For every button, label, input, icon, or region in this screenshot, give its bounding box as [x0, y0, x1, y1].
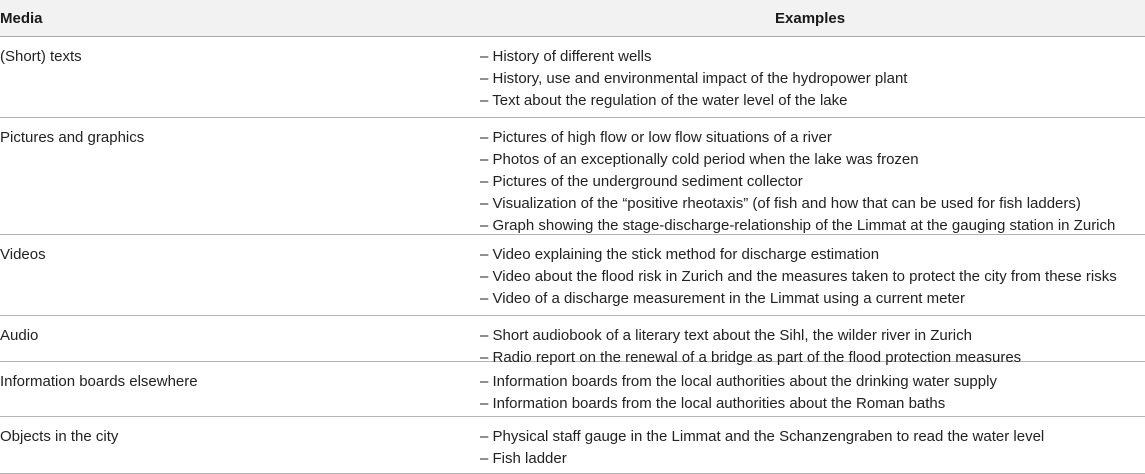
examples-list [480, 46, 907, 112]
table-row [0, 362, 1145, 417]
examples-list [480, 426, 1044, 470]
examples-list [480, 127, 1115, 237]
media-cell: Audio [0, 327, 39, 344]
table-header [0, 0, 1145, 37]
example-item: – Graph showing the stage-discharge-relationship of the Limmat at the gauging station in Zurich [480, 217, 1116, 234]
example-item: – Physical staff gauge in the Limmat and the Schanzengraben to read the water level [480, 428, 1045, 445]
column-header-media: Media [0, 10, 43, 27]
example-item: – History, use and environmental impact of the hydropower plant [480, 70, 908, 87]
example-item: – Visualization of the “positive rheotaxis” (of fish and how that can be used for fish ladders) [480, 195, 1081, 212]
example-item: – Information boards from the local authorities about the drinking water supply [480, 373, 997, 390]
example-item: – Fish ladder [480, 450, 567, 467]
example-item: – Photos of an exceptionally cold period when the lake was frozen [480, 151, 919, 168]
media-cell: Objects in the city [0, 428, 119, 445]
table-row [0, 235, 1145, 316]
example-item: – Video explaining the stick method for discharge estimation [480, 246, 880, 263]
examples-list [480, 244, 1117, 310]
example-item: – Pictures of high flow or low flow situations of a river [480, 129, 832, 146]
example-item: – Video of a discharge measurement in the Limmat using a current meter [480, 290, 965, 307]
media-cell: Pictures and graphics [0, 129, 145, 146]
examples-list [480, 371, 997, 415]
example-item: – Information boards from the local authorities about the Roman baths [480, 395, 946, 412]
table-row [0, 37, 1145, 118]
example-item: – Video about the flood risk in Zurich and the measures taken to protect the city from these risks [480, 268, 1117, 285]
example-item: – Pictures of the underground sediment collector [480, 173, 803, 190]
example-item: – Short audiobook of a literary text about the Sihl, the wilder river in Zurich [480, 327, 972, 344]
media-cell: (Short) texts [0, 48, 82, 65]
table-row [0, 118, 1145, 235]
table-row [0, 417, 1145, 474]
example-item: – History of different wells [480, 48, 652, 65]
table-row [0, 316, 1145, 366]
example-item: – Text about the regulation of the water level of the lake [480, 92, 848, 109]
example-item: – Radio report on the renewal of a bridge as part of the flood protection measures [480, 349, 1022, 366]
column-header-examples: Examples [775, 10, 846, 27]
media-cell: Videos [0, 246, 46, 263]
media-cell: Information boards elsewhere [0, 373, 198, 390]
